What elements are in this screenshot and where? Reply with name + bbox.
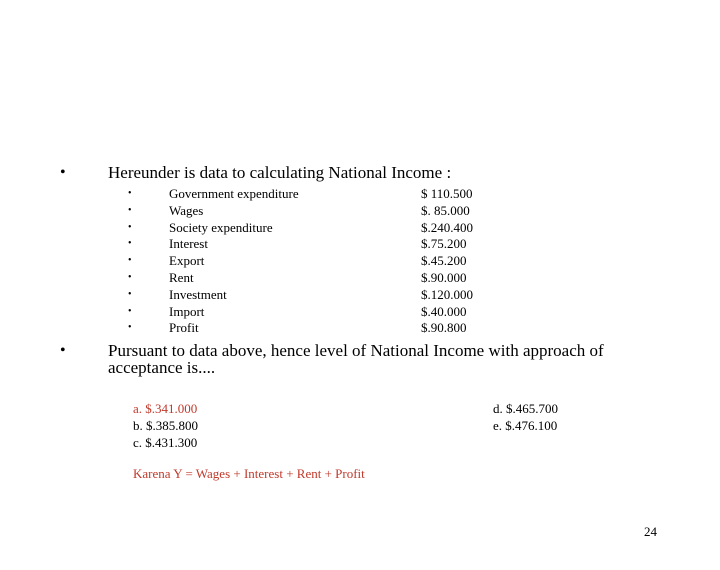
answer-option-d: d. $.465.700 [493, 401, 558, 416]
sub-bullet: • [128, 288, 132, 300]
item-label: Society expenditure [169, 219, 273, 235]
intro-text: Hereunder is data to calculating National Income : [108, 163, 452, 182]
sub-bullet: • [128, 238, 132, 250]
question-line-2: acceptance is.... [108, 358, 216, 377]
item-value: $ 110.500 [421, 186, 473, 201]
answer-options-left [133, 400, 198, 451]
item-label: Interest [169, 236, 208, 252]
sub-bullet: • [128, 271, 132, 283]
sub-bullet: • [128, 204, 132, 216]
list-item [128, 304, 528, 321]
item-value: $.90.000 [421, 269, 467, 285]
bullet-1: • [60, 164, 66, 181]
page-number: 24 [644, 524, 657, 539]
list-item [128, 186, 528, 203]
list-item [128, 220, 528, 237]
item-label: Rent [169, 269, 194, 285]
bullet-2: • [60, 342, 66, 359]
list-item [128, 320, 528, 337]
sub-bullet: • [128, 322, 132, 334]
question-line-1: Pursuant to data above, hence level of National Income with approach of [108, 341, 604, 360]
item-value: $.90.800 [421, 320, 467, 336]
list-item [128, 253, 528, 270]
sub-bullet: • [128, 188, 132, 199]
sub-bullet: • [128, 305, 132, 317]
item-value: $. 85.000 [421, 202, 470, 218]
item-value: $.40.000 [421, 303, 467, 319]
item-label: Government expenditure [169, 186, 299, 201]
list-item [128, 203, 528, 220]
sub-bullet: • [128, 221, 132, 233]
list-item [128, 270, 528, 287]
item-value: $.120.000 [421, 286, 473, 302]
sub-bullet: • [128, 255, 132, 267]
item-label: Investment [169, 286, 227, 302]
item-label: Export [169, 253, 205, 269]
item-label: Profit [169, 320, 199, 336]
item-value: $.240.400 [421, 219, 473, 235]
list-item [128, 287, 528, 304]
formula-text: Karena Y = Wages + Interest + Rent + Profit [133, 466, 365, 481]
item-label: Wages [169, 202, 204, 218]
item-value: $.45.200 [421, 253, 467, 269]
answer-options-right [493, 400, 558, 434]
item-label: Import [169, 303, 205, 319]
data-list [128, 186, 528, 337]
answer-option-a: a. $.341.000 [133, 401, 198, 416]
answer-option-e: e. $.476.100 [493, 418, 558, 433]
answer-option-b: b. $.385.800 [133, 418, 198, 433]
list-item [128, 236, 528, 253]
item-value: $.75.200 [421, 236, 467, 252]
answer-option-c: c. $.431.300 [133, 435, 198, 450]
